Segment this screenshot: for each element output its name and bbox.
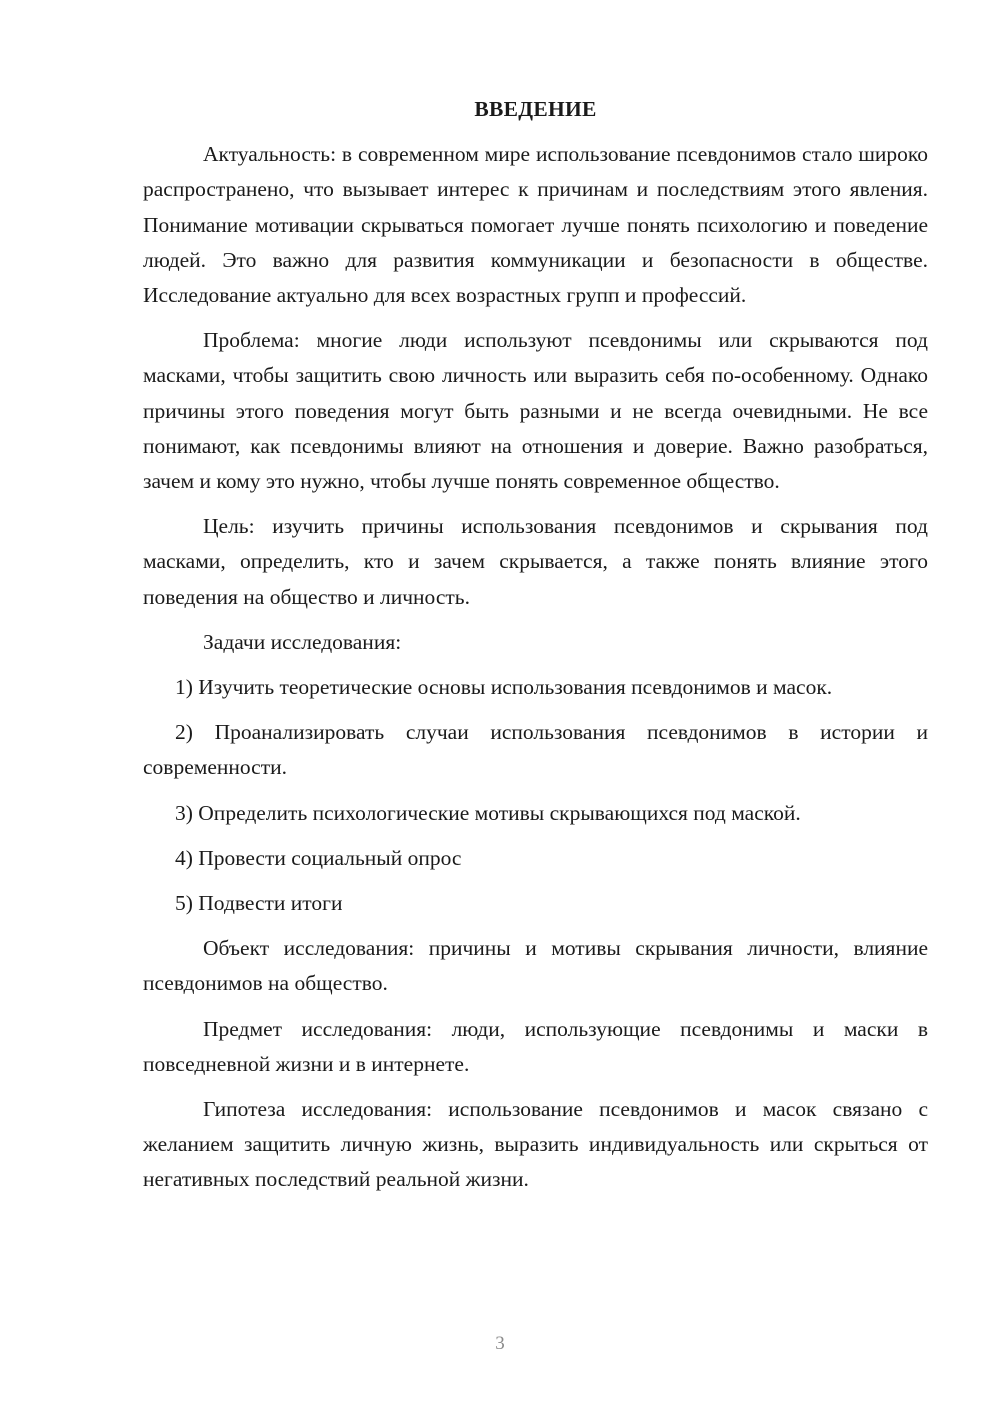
paragraph-object: Объект исследования: причины и мотивы скрывания личности, влияние псевдонимов на общество. bbox=[143, 936, 928, 996]
paragraph-subject: Предмет исследования: люди, использующие псевдонимы и маски в повседневной жизни и в интернете. bbox=[143, 1016, 928, 1076]
paragraph-goal: Цель: изучить причины использования псевдонимов и скрывания под масками, определить, кто и зачем скрывается, а также понять влияние этого поведения на общество и личность. bbox=[143, 514, 928, 609]
list-item: 3) Определить психологические мотивы скрывающихся под маской. bbox=[175, 800, 801, 825]
paragraph-relevance: Актуальность: в современном мире использование псевдонимов стало широко распространено, что вызывает интерес к причинам и последствиям этого явления. Понимание мотивации скрываться помогает лучше понять психологию и поведение людей. Это важно для развития коммуникации и безопасности в обществе. Исследование актуально для всех возрастных групп и профессий. bbox=[143, 142, 928, 308]
page-title: ВВЕДЕНИЕ bbox=[474, 97, 597, 121]
list-item: 5) Подвести итоги bbox=[175, 891, 343, 916]
list-item: 1) Изучить теоретические основы использования псевдонимов и масок. bbox=[175, 675, 833, 700]
list-item: 4) Провести социальный опрос bbox=[175, 845, 462, 870]
tasks-heading: Задачи исследования: bbox=[203, 629, 402, 654]
document-page bbox=[143, 92, 928, 1208]
page-number: 3 bbox=[495, 1333, 505, 1354]
paragraph-hypothesis: Гипотеза исследования: использование псевдонимов и масок связано с желанием защитить личную жизнь, выразить индивидуальность или скрыться от негативных последствий реальной жизни. bbox=[143, 1097, 928, 1192]
list-item: 2) Проанализировать случаи использования псевдонимов в истории и современности. bbox=[143, 720, 928, 780]
paragraph-problem: Проблема: многие люди используют псевдонимы или скрываются под масками, чтобы защитить свою личность или выразить себя по-особенному. Однако причины этого поведения могут быть разными и не всегда очевидными. Не все понимают, как псевдонимы влияют на отношения и доверие. Важно разобраться, зачем и кому это нужно, чтобы лучше понять современное общество. bbox=[143, 328, 928, 494]
tasks-list bbox=[143, 670, 928, 921]
